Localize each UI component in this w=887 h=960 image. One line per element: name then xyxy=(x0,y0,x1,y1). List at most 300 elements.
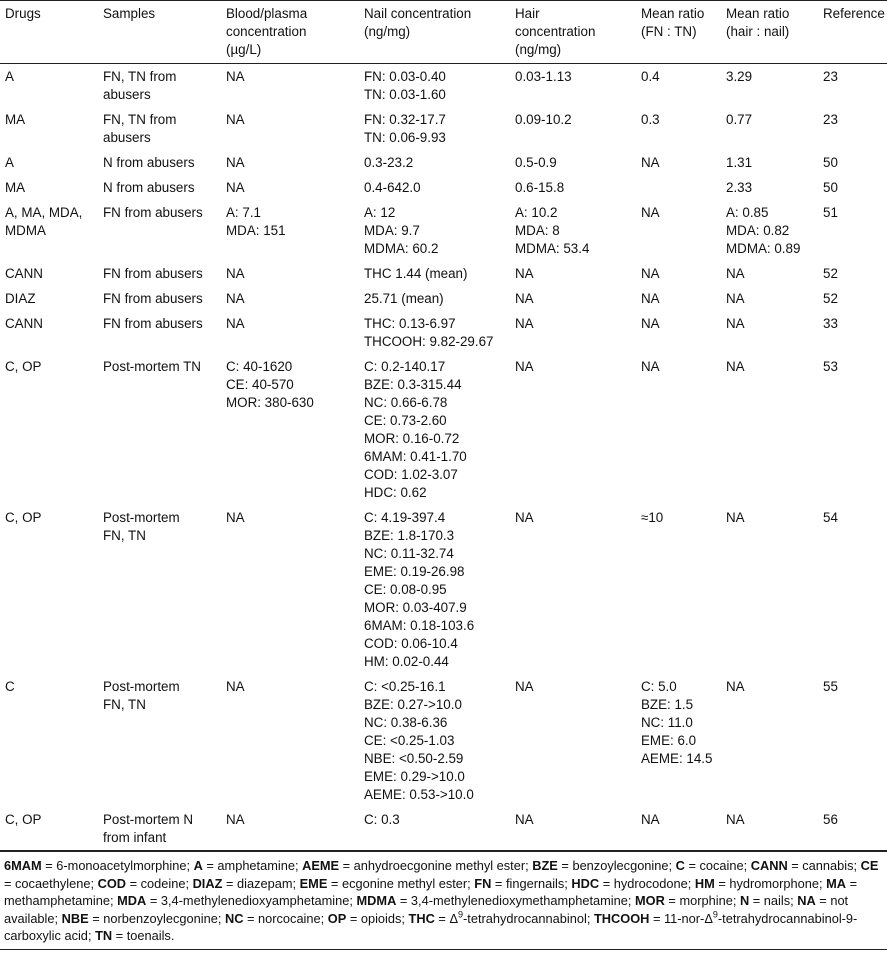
cell-text: MA xyxy=(5,112,26,127)
column-header xyxy=(221,1,359,64)
abbreviation-definition: amphetamine xyxy=(217,858,295,873)
cell-text: NA xyxy=(226,69,245,84)
cell-text: TN: 0.06-9.93 xyxy=(364,130,446,145)
table-cell xyxy=(636,175,721,200)
table-cell xyxy=(98,64,221,108)
header-text: concentration xyxy=(226,24,307,39)
cell-text: 33 xyxy=(823,316,838,331)
header-text: Blood/plasma xyxy=(226,6,308,21)
abbreviation-definition: nails xyxy=(763,893,791,909)
table-cell xyxy=(221,674,359,807)
column-header xyxy=(359,1,510,64)
abbreviation: MA xyxy=(826,875,847,891)
table-cell xyxy=(818,107,887,150)
table-cell xyxy=(636,150,721,175)
abbreviation: C xyxy=(675,858,685,873)
abbreviation-definition: cannabis xyxy=(802,858,854,873)
abbreviation: HDC xyxy=(571,875,600,891)
header-text: Drugs xyxy=(5,6,41,21)
table-row xyxy=(0,311,887,354)
table-cell xyxy=(0,807,98,851)
cell-text: NA xyxy=(726,359,745,374)
abbreviation: COD xyxy=(97,875,127,891)
cell-text: EME: 0.29->10.0 xyxy=(364,769,465,784)
cell-text: NA xyxy=(726,812,745,827)
table-cell xyxy=(818,311,887,354)
cell-text: 52 xyxy=(823,266,838,281)
column-header xyxy=(98,1,221,64)
table-cell xyxy=(359,64,510,108)
table-cell xyxy=(221,261,359,286)
abbreviation-definition: codeine xyxy=(140,875,186,891)
cell-text: NA xyxy=(641,812,660,827)
cell-text: 0.5-0.9 xyxy=(515,155,557,170)
table-cell xyxy=(636,807,721,851)
table-cell xyxy=(0,200,98,261)
cell-text: Post-mortem TN xyxy=(103,359,201,374)
table-row xyxy=(0,674,887,807)
cell-text: COD: 0.06-10.4 xyxy=(364,636,458,651)
cell-text: FN: 0.03-0.40 xyxy=(364,69,446,84)
table-cell xyxy=(818,175,887,200)
cell-text: THC 1.44 (mean) xyxy=(364,266,468,281)
table-row xyxy=(0,261,887,286)
table-cell xyxy=(721,286,818,311)
cell-text: NA xyxy=(641,316,660,331)
abbreviation-definition: 3,4-methylenedioxyamphetamine xyxy=(160,893,350,909)
table-cell xyxy=(818,505,887,674)
abbreviation-definition: 6-monoacetylmorphine xyxy=(56,858,187,873)
cell-text: NA xyxy=(226,266,245,281)
cell-text: AEME: 0.53->10.0 xyxy=(364,787,474,802)
abbreviation-definition: cocaine xyxy=(699,858,744,873)
table-row xyxy=(0,200,887,261)
table-cell xyxy=(98,200,221,261)
cell-text: FN from abusers xyxy=(103,266,203,281)
cell-text: NA xyxy=(515,812,534,827)
cell-text: NA xyxy=(226,812,245,827)
cell-text: BZE: 0.27->10.0 xyxy=(364,697,462,712)
cell-text: NA xyxy=(515,510,534,525)
header-text: (ng/mg) xyxy=(515,42,562,57)
cell-text: BZE: 1.8-170.3 xyxy=(364,528,455,543)
table-cell xyxy=(510,175,636,200)
table-cell xyxy=(98,807,221,851)
cell-text: 1.31 xyxy=(726,155,753,170)
cell-text: NA xyxy=(515,316,534,331)
table-cell xyxy=(0,107,98,150)
table-cell xyxy=(221,64,359,108)
table-cell xyxy=(510,354,636,505)
table-cell xyxy=(98,354,221,505)
table-cell xyxy=(818,807,887,851)
table-cell xyxy=(98,286,221,311)
table-cell xyxy=(636,107,721,150)
cell-text: MOR: 0.16-0.72 xyxy=(364,431,460,446)
cell-text: 52 xyxy=(823,291,838,306)
table-cell xyxy=(221,107,359,150)
abbreviation: BZE xyxy=(532,858,558,873)
column-header xyxy=(636,1,721,64)
table-row xyxy=(0,175,887,200)
abbreviation-definition: toenails xyxy=(126,928,171,944)
table-cell xyxy=(359,107,510,150)
cell-text: A: 7.1 xyxy=(226,205,261,220)
table-cell xyxy=(510,64,636,108)
cell-text: Post-mortem xyxy=(103,510,180,525)
header-text: (hair : nail) xyxy=(726,24,790,39)
cell-text: 56 xyxy=(823,812,838,827)
column-header xyxy=(0,1,98,64)
table-cell xyxy=(221,286,359,311)
cell-text: CE: 0.08-0.95 xyxy=(364,582,447,597)
table-cell xyxy=(636,505,721,674)
cell-text: 23 xyxy=(823,69,838,84)
abbreviation: N xyxy=(739,893,750,909)
abbreviation-definition: not available xyxy=(4,893,849,926)
table-cell xyxy=(221,200,359,261)
table-cell xyxy=(98,674,221,807)
cell-text: NC: 11.0 xyxy=(641,715,693,730)
table-cell xyxy=(818,354,887,505)
table-row xyxy=(0,64,887,108)
cell-text: FN, TN xyxy=(103,697,146,712)
cell-text: 55 xyxy=(823,679,838,694)
cell-text: NA xyxy=(726,510,745,525)
abbreviation: MOR xyxy=(635,893,665,909)
abbreviation: NBE xyxy=(61,910,89,926)
cell-text: NA xyxy=(726,291,745,306)
cell-text: CANN xyxy=(5,316,43,331)
table-cell xyxy=(98,107,221,150)
cell-text: 54 xyxy=(823,510,838,525)
table-cell xyxy=(636,200,721,261)
table-cell xyxy=(0,261,98,286)
header-text: Samples xyxy=(103,6,156,21)
header-text: Mean ratio xyxy=(641,6,705,21)
abbreviation: AEME xyxy=(302,858,340,873)
table-cell xyxy=(818,150,887,175)
cell-text: 2.33 xyxy=(726,180,753,195)
cell-text: NA xyxy=(226,155,245,170)
table-row xyxy=(0,107,887,150)
cell-text: 53 xyxy=(823,359,838,374)
abbreviations-footnote: 6MAM = 6-monoacetylmorphine; A = amphetamine; AEME = anhydroecgonine methyl ester; BZE = benzoylecgonine; C = cocaine; CANN = cannabis; CE = cocaethylene; COD = codeine; DIAZ = diazepam; EME = ecgonine methyl ester; FN = fingernails; HDC = hydrocodone; HM = hydromorphone; MA = methamphetamine; MDA = 3,4-methylenedioxyamphetamine; MDMA = 3,4-methylenedioxymethamphetamine; MOR = morphine; N = nails; NA = not available; NBE = norbenzoylecgonine; NC = norcocaine; OP = opioids; THC = $\Delta^9$-tetrahydrocannabinol; THCOOH = $11-nor-\Delta^9-tetrahydrocannabinol-9$-carboxylic acid; TN = toenails. xyxy=(0,852,887,950)
cell-text: NA xyxy=(726,316,745,331)
abbreviation: CE xyxy=(860,858,879,873)
table-cell xyxy=(221,807,359,851)
cell-text: NA xyxy=(226,510,245,525)
cell-text: MDA: 0.82 xyxy=(726,223,790,238)
cell-text: C, OP xyxy=(5,510,42,525)
header-text: (ng/mg) xyxy=(364,24,411,39)
cell-text: NA xyxy=(226,112,245,127)
abbreviation: NC xyxy=(224,910,244,926)
cell-text: HM: 0.02-0.44 xyxy=(364,654,449,669)
abbreviation: DIAZ xyxy=(192,875,223,891)
table-cell xyxy=(818,286,887,311)
cell-text: MA xyxy=(5,180,26,195)
cell-text: MDMA: 60.2 xyxy=(364,241,439,256)
column-header xyxy=(510,1,636,64)
abbreviation-definition: hydromorphone xyxy=(729,875,820,891)
table-cell xyxy=(636,311,721,354)
table-cell xyxy=(510,286,636,311)
cell-text: 50 xyxy=(823,180,838,195)
table-cell xyxy=(510,505,636,674)
cell-text: FN, TN from xyxy=(103,112,177,127)
abbreviation: A xyxy=(193,858,203,873)
table-cell xyxy=(221,505,359,674)
cell-text: A, MA, MDA, xyxy=(5,205,83,220)
table-cell xyxy=(359,261,510,286)
table-cell xyxy=(818,261,887,286)
abbreviation-definition: $\Delta^9$-tetrahydrocannabinol xyxy=(449,909,587,926)
table-cell xyxy=(721,200,818,261)
table-row xyxy=(0,286,887,311)
table-cell xyxy=(221,354,359,505)
cell-text: 0.4-642.0 xyxy=(364,180,421,195)
header-text: Reference xyxy=(823,6,885,21)
table-body xyxy=(0,64,887,852)
cell-text: C, OP xyxy=(5,359,42,374)
cell-text: FN from abusers xyxy=(103,205,203,220)
table-cell xyxy=(636,286,721,311)
cell-text: A: 12 xyxy=(364,205,396,220)
cell-text: NA xyxy=(226,316,245,331)
cell-text: MDA: 8 xyxy=(515,223,560,238)
abbreviation-definition: norcocaine xyxy=(258,910,321,926)
cell-text: NA xyxy=(515,266,534,281)
table-cell xyxy=(221,175,359,200)
cell-text: NA xyxy=(515,359,534,374)
table-cell xyxy=(359,505,510,674)
abbreviation-definition: 3,4-methylenedioxymethamphetamine xyxy=(410,893,628,909)
cell-text: C: <0.25-16.1 xyxy=(364,679,446,694)
cell-text: CANN xyxy=(5,266,43,281)
table-cell xyxy=(510,150,636,175)
cell-text: MOR: 0.03-407.9 xyxy=(364,600,467,615)
cell-text: 6MAM: 0.41-1.70 xyxy=(364,449,467,464)
cell-text: 3.29 xyxy=(726,69,753,84)
table-cell xyxy=(818,64,887,108)
cell-text: 50 xyxy=(823,155,838,170)
cell-text: 0.77 xyxy=(726,112,753,127)
cell-text: NA xyxy=(726,266,745,281)
table-cell xyxy=(221,311,359,354)
abbreviation-definition: ecgonine methyl ester xyxy=(341,875,468,891)
table-row xyxy=(0,150,887,175)
cell-text: from infant xyxy=(103,830,167,845)
table-cell xyxy=(359,311,510,354)
table-cell xyxy=(636,354,721,505)
cell-text: COD: 1.02-3.07 xyxy=(364,467,458,482)
cell-text: BZE: 1.5 xyxy=(641,697,694,712)
table-cell xyxy=(98,311,221,354)
abbreviation-definition: morphine xyxy=(679,893,733,909)
cell-text: NA xyxy=(515,679,534,694)
cell-text: MDA: 9.7 xyxy=(364,223,420,238)
cell-text: NC: 0.66-6.78 xyxy=(364,395,448,410)
abbreviation-definition: diazepam xyxy=(237,875,293,891)
cell-text: MOR: 380-630 xyxy=(226,395,314,410)
table-cell xyxy=(636,64,721,108)
cell-text: abusers xyxy=(103,87,151,102)
table-row xyxy=(0,807,887,851)
abbreviation: CANN xyxy=(750,858,788,873)
cell-text: MDMA xyxy=(5,223,46,238)
abbreviation-definition: opioids xyxy=(360,910,402,926)
abbreviation-definition: hydrocodone xyxy=(613,875,688,891)
abbreviation: TN xyxy=(95,928,113,944)
abbreviation: OP xyxy=(327,910,347,926)
table-cell xyxy=(359,175,510,200)
cell-text: 0.09-10.2 xyxy=(515,112,572,127)
cell-text: A: 10.2 xyxy=(515,205,558,220)
table-cell xyxy=(721,505,818,674)
table-cell xyxy=(818,200,887,261)
cell-text: MDMA: 0.89 xyxy=(726,241,801,256)
table-cell xyxy=(359,354,510,505)
table-cell xyxy=(721,807,818,851)
table-cell xyxy=(721,354,818,505)
abbreviation-definition: $11-nor-\Delta^9-tetrahydrocannabinol-9$-carboxylic acid xyxy=(4,909,858,944)
table-row xyxy=(0,354,887,505)
abbreviation: THCOOH xyxy=(593,910,650,926)
abbreviation-definition: norbenzoylecgonine xyxy=(103,910,218,926)
cell-text: FN from abusers xyxy=(103,291,203,306)
table-cell xyxy=(721,674,818,807)
cell-text: C xyxy=(5,679,15,694)
table-cell xyxy=(510,200,636,261)
table-cell xyxy=(721,175,818,200)
cell-text: 0.4 xyxy=(641,69,660,84)
table-cell xyxy=(510,107,636,150)
header-text: Mean ratio xyxy=(726,6,790,21)
cell-text: FN, TN from xyxy=(103,69,177,84)
table-cell xyxy=(721,261,818,286)
cell-text: NA xyxy=(641,155,660,170)
table-cell xyxy=(0,505,98,674)
table-cell xyxy=(818,674,887,807)
cell-text: FN from abusers xyxy=(103,316,203,331)
abbreviation-definition: fingernails xyxy=(505,875,565,891)
abbreviation: MDMA xyxy=(356,893,397,909)
table-cell xyxy=(721,64,818,108)
cell-text: ≈10 xyxy=(641,510,664,525)
abbreviation: FN xyxy=(474,875,492,891)
cell-text: EME: 6.0 xyxy=(641,733,697,748)
cell-text: CE: 0.73-2.60 xyxy=(364,413,447,428)
cell-text: NC: 0.38-6.36 xyxy=(364,715,448,730)
table-cell xyxy=(0,311,98,354)
cell-text: 25.71 (mean) xyxy=(364,291,444,306)
table-cell xyxy=(359,200,510,261)
table-cell xyxy=(721,107,818,150)
table-cell xyxy=(221,150,359,175)
table-cell xyxy=(636,261,721,286)
header-text: (µg/L) xyxy=(226,42,262,57)
cell-text: C: 0.2-140.17 xyxy=(364,359,446,374)
table-cell xyxy=(0,64,98,108)
cell-text: THC: 0.13-6.97 xyxy=(364,316,456,331)
cell-text: NA xyxy=(641,291,660,306)
table-cell xyxy=(721,311,818,354)
table-cell xyxy=(721,150,818,175)
header-text: Hair xyxy=(515,6,540,21)
abbreviation: 6MAM xyxy=(4,858,42,873)
cell-text: NA xyxy=(641,359,660,374)
cell-text: 6MAM: 0.18-103.6 xyxy=(364,618,475,633)
cell-text: EME: 0.19-26.98 xyxy=(364,564,465,579)
cell-text: FN, TN xyxy=(103,528,146,543)
abbreviation: MDA xyxy=(117,893,147,909)
cell-text: NC: 0.11-32.74 xyxy=(364,546,454,561)
table-cell xyxy=(359,286,510,311)
table-cell xyxy=(636,674,721,807)
cell-text: A xyxy=(5,69,14,84)
abbreviation-definition: anhydroecgonine methyl ester xyxy=(353,858,526,873)
cell-text: FN: 0.32-17.7 xyxy=(364,112,446,127)
cell-text: C: 0.3 xyxy=(364,812,400,827)
cell-text: NBE: <0.50-2.59 xyxy=(364,751,464,766)
header-text: concentration xyxy=(515,24,596,39)
table-cell xyxy=(359,674,510,807)
abbreviation-definition: benzoylecgonine xyxy=(572,858,669,873)
table-cell xyxy=(510,311,636,354)
cell-text: TN: 0.03-1.60 xyxy=(364,87,446,102)
cell-text: CE: <0.25-1.03 xyxy=(364,733,455,748)
cell-text: MDMA: 53.4 xyxy=(515,241,590,256)
table-cell xyxy=(359,150,510,175)
table-cell xyxy=(0,150,98,175)
table-cell xyxy=(98,505,221,674)
cell-text: NA xyxy=(641,205,660,220)
cell-text: Post-mortem N xyxy=(103,812,194,827)
table-cell xyxy=(510,807,636,851)
table-cell xyxy=(510,261,636,286)
table-cell xyxy=(359,807,510,851)
cell-text: NA xyxy=(515,291,534,306)
cell-text: NA xyxy=(641,266,660,281)
table-cell xyxy=(98,261,221,286)
table-cell xyxy=(0,286,98,311)
table-cell xyxy=(0,674,98,807)
table-cell xyxy=(0,175,98,200)
cell-text: Post-mortem xyxy=(103,679,180,694)
header-text: Nail concentration xyxy=(364,6,472,21)
abbreviation-definition: methamphetamine xyxy=(4,893,110,909)
table-cell xyxy=(98,150,221,175)
header-row xyxy=(0,1,887,64)
column-header xyxy=(721,1,818,64)
cell-text: C: 5.0 xyxy=(641,679,677,694)
cell-text: 0.03-1.13 xyxy=(515,69,572,84)
header-text: (FN : TN) xyxy=(641,24,697,39)
table-cell xyxy=(0,354,98,505)
cell-text: HDC: 0.62 xyxy=(364,485,427,500)
cell-text: C: 4.19-397.4 xyxy=(364,510,446,525)
cell-text xyxy=(641,179,721,197)
abbreviation: EME xyxy=(299,875,328,891)
cell-text: DIAZ xyxy=(5,291,36,306)
cell-text: NA xyxy=(226,291,245,306)
table-row xyxy=(0,505,887,674)
abbreviation: HM xyxy=(694,875,715,891)
abbreviation: THC xyxy=(408,910,435,926)
cell-text: N from abusers xyxy=(103,155,195,170)
cell-text: A: 0.85 xyxy=(726,205,769,220)
